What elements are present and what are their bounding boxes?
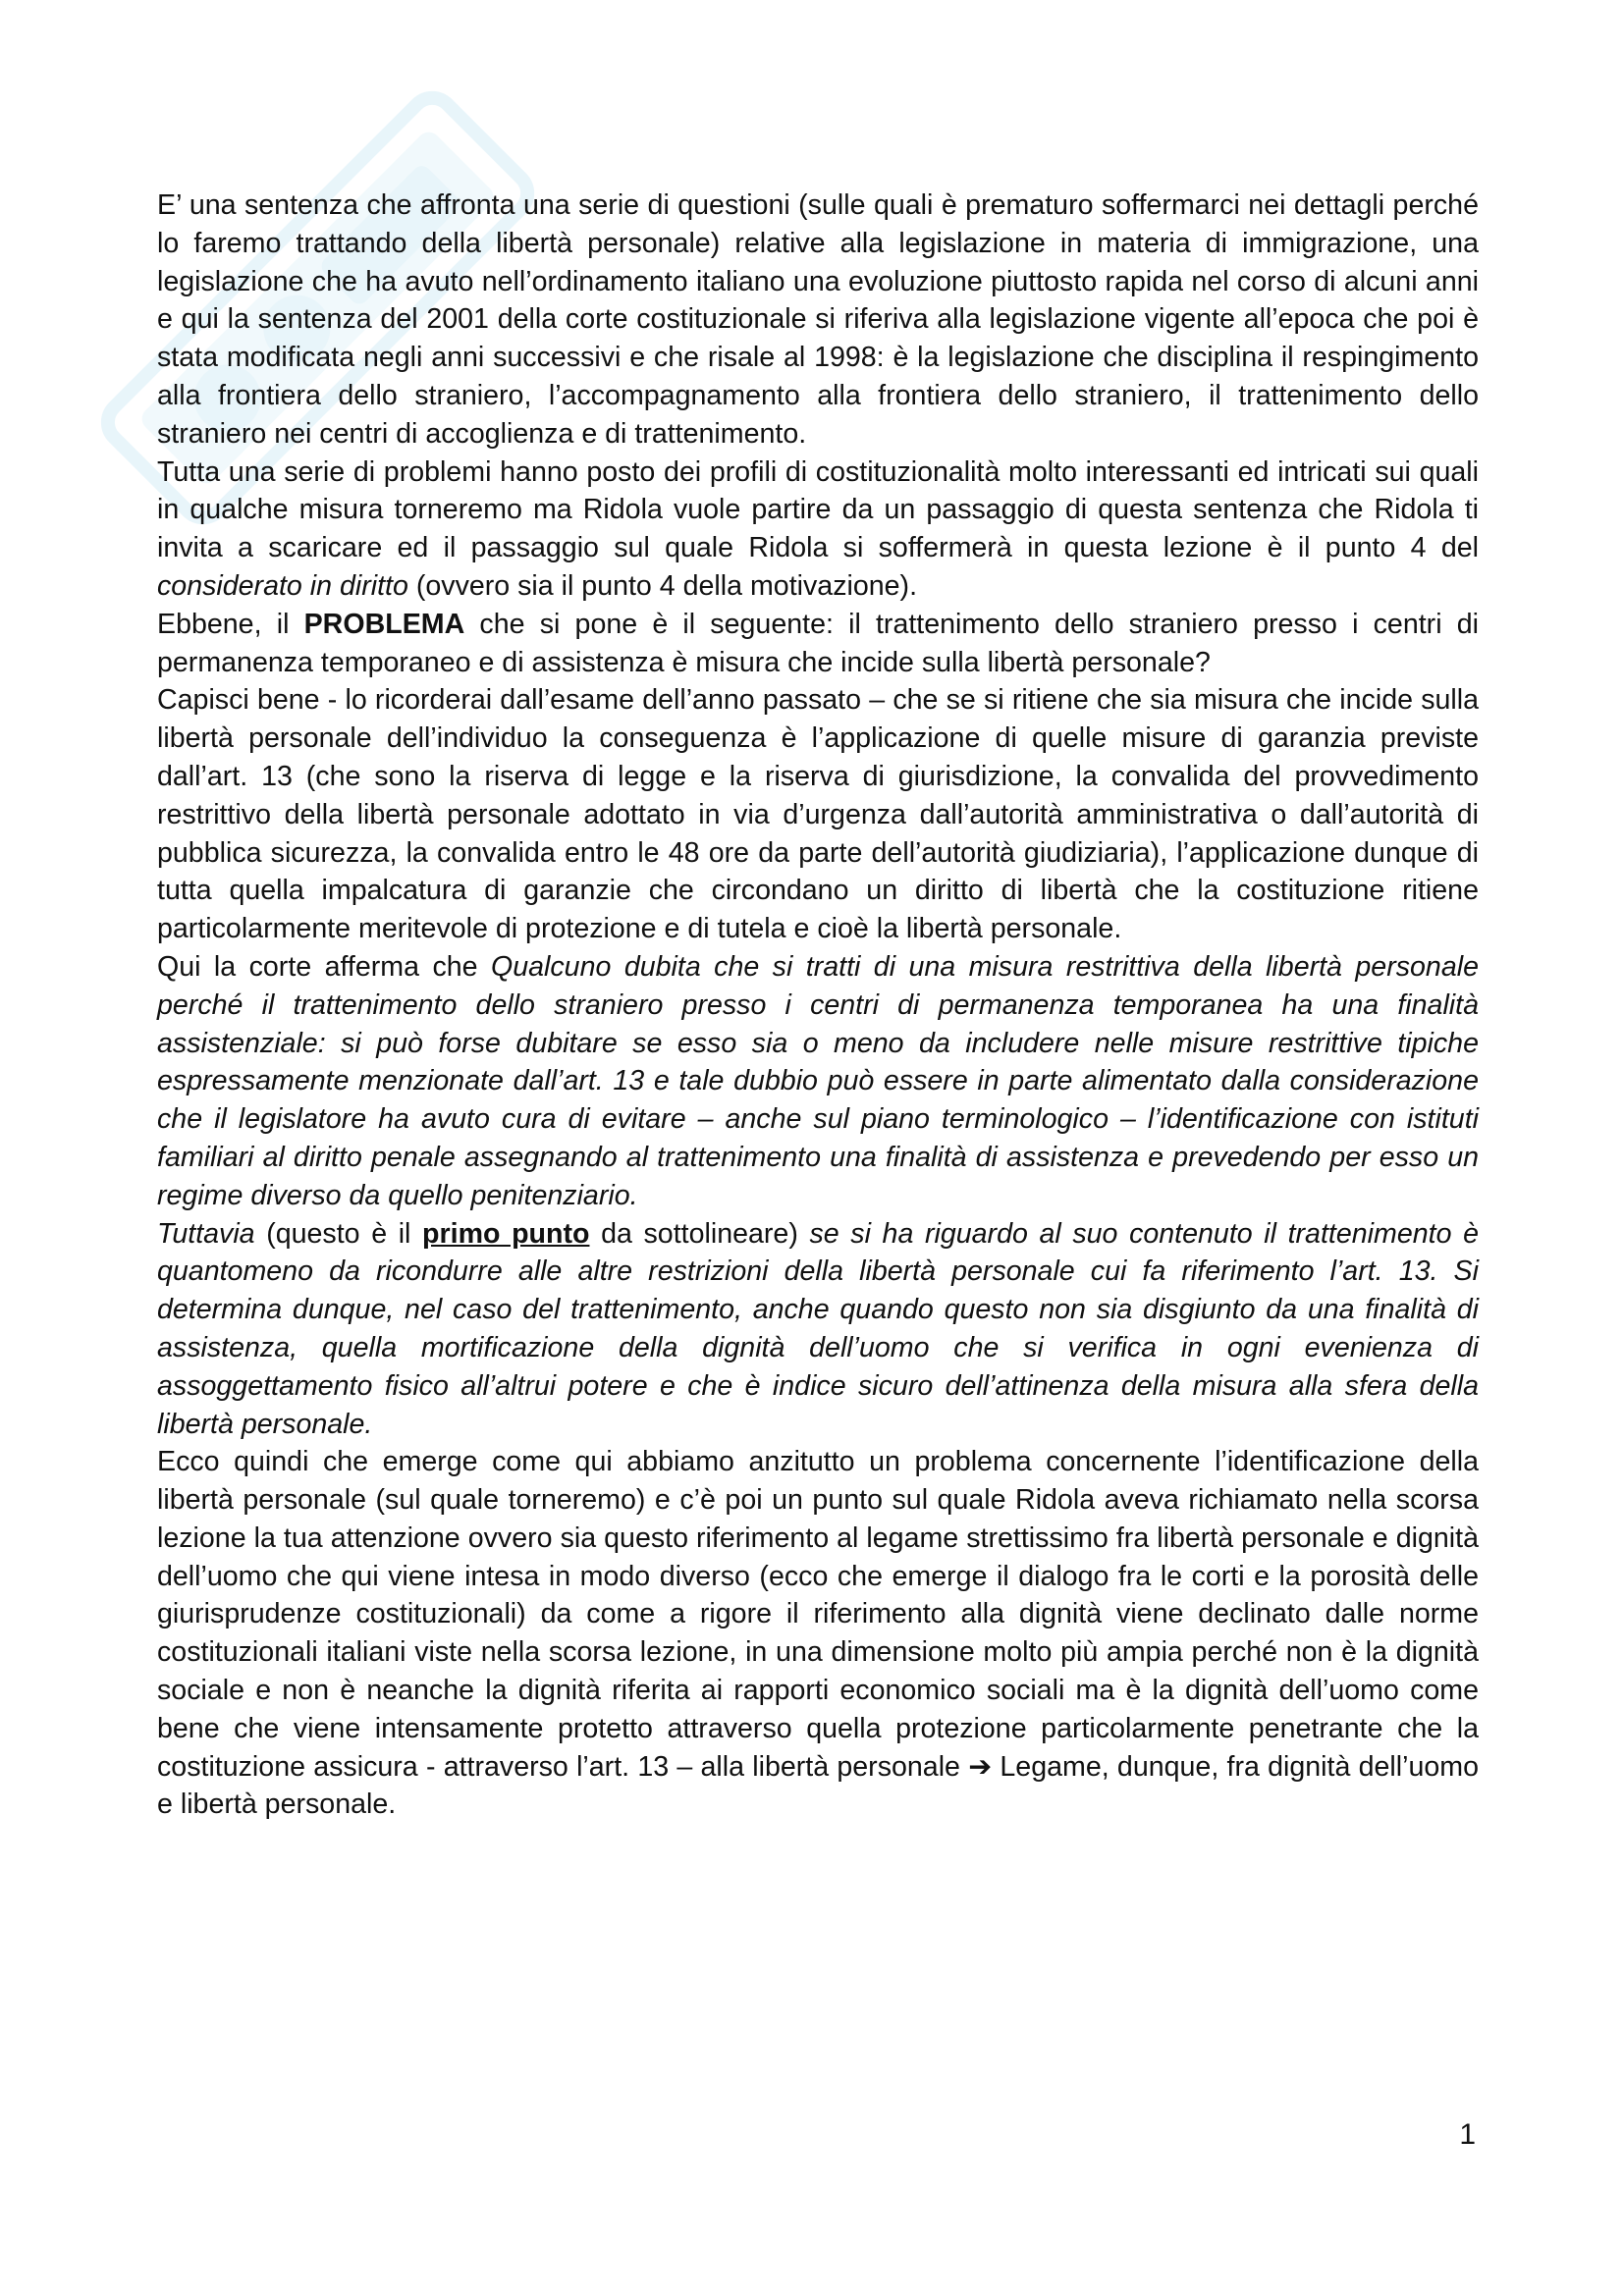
paragraph-3-text-a: Ebbene, il bbox=[157, 608, 304, 640]
paragraph-6-text-b: da sottolineare) bbox=[589, 1217, 810, 1250]
paragraph-2-text-b: (ovvero sia il punto 4 della motivazione). bbox=[407, 569, 918, 602]
page-number: 1 bbox=[1459, 2118, 1476, 2151]
paragraph-7-text-a: Ecco quindi che emerge come qui abbiamo anzitutto un problema concernente l’identificazione della libertà personale (sul quale torneremo) e c’è poi un punto sul quale Ridola aveva richiamato nella scorsa lezione la tua attenzione ovvero sia questo riferimento al legame strettissimo fra libertà personale e dignità dell’uomo che qui viene intesa in modo diverso (ecco che emerge il dialogo fra le corti e la porosità delle giurisprudenze costituzionali) da come a rigore il riferimento alla dignità viene declinato dalle norme costituzionali italiani viste nella scorsa lezione, in una dimensione molto più ampia perché non è la dignità sociale e non è neanche la dignità riferita ai rapporti economico sociali ma è la dignità dell’uomo come bene che viene intensamente protetto attraverso quella protezione particolarmente penetrante che la costituzione assicura - attraverso l’art. 13 – alla libertà personale bbox=[157, 1446, 1479, 1783]
paragraph-1: E’ una sentenza che affronta una serie di questioni (sulle quali è prematuro soffermarci nei dettagli perché lo faremo trattando della libertà personale) relative alla legislazione in materia di immigrazione, una legislazione che ha avuto nell’ordinamento italiano una evoluzione piuttosto rapida nel corso di alcuni anni e qui la sentenza del 2001 della corte costituzionale si riferiva alla legislazione vigente all’epoca che poi è stata modificata negli anni successivi e che risale al 1998: è la legislazione che disciplina il respingimento alla frontiera dello straniero, l’accompagnamento alla frontiera dello straniero, il trattenimento dello straniero nei centri di accoglienza e di trattenimento. bbox=[157, 189, 1479, 450]
paragraph-6-text-a: (questo è il bbox=[254, 1217, 423, 1250]
paragraph-5-text-a: Qui la corte afferma che bbox=[157, 950, 491, 983]
paragraph-6-quote: se si ha riguardo al suo contenuto il trattenimento è quantomeno da ricondurre alle altre restrizioni della libertà personale cui fa riferimento l’art. 13. Si determina dunque, nel caso del trattenimento, anche quando questo non sia disgiunto da una finalità di assistenza, quella mortificazione della dignità dell’uomo che si verifica in ogni evenienza di assoggettamento fisico all’altrui potere e che è indice sicuro dell’attinenza della misura alla sfera della libertà personale. bbox=[157, 1217, 1479, 1440]
document-body bbox=[157, 187, 1479, 1824]
arrow-right-icon: ➔ bbox=[968, 1750, 993, 1783]
paragraph-5 bbox=[157, 948, 1479, 1215]
paragraph-7-text-b: Legame, dunque, fra dignità dell’uomo e libertà personale. bbox=[157, 1750, 1480, 1821]
primo-punto-underline: primo punto bbox=[422, 1217, 590, 1250]
paragraph-2-text-a: Tutta una serie di problemi hanno posto dei profili di costituzionalità molto interessanti ed intricati sui quali in qualche misura torneremo ma Ridola vuole partire da un passaggio di questa sentenza che Ridola ti invita a scaricare ed il passaggio sul quale Ridola si soffermerà in questa lezione è il punto 4 del bbox=[157, 455, 1479, 564]
paragraph-3 bbox=[157, 606, 1479, 682]
problema-keyword: PROBLEMA bbox=[303, 608, 465, 640]
paragraph-2 bbox=[157, 454, 1479, 606]
paragraph-6 bbox=[157, 1215, 1479, 1444]
paragraph-7 bbox=[157, 1443, 1479, 1824]
paragraph-2-italic: considerato in diritto bbox=[157, 569, 408, 602]
paragraph-4: Capisci bene - lo ricorderai dall’esame dell’anno passato – che se si ritiene che sia misura che incide sulla libertà personale dell’individuo la conseguenza è l’applicazione di quelle misure di garanzia previste dall’art. 13 (che sono la riserva di legge e la riserva di giurisdizione, la convalida del provvedimento restrittivo della libertà personale adottato in via d’urgenza dall’autorità amministrativa o dall’autorità di pubblica sicurezza, la convalida entro le 48 ore da parte dell’autorità giudiziaria), l’applicazione dunque di tutta quella impalcatura di garanzie che circondano un diritto di libertà che la costituzione ritiene particolarmente meritevole di protezione e di tutela e cioè la libertà personale. bbox=[157, 684, 1479, 945]
paragraph-6-italic-a: Tuttavia bbox=[157, 1217, 255, 1250]
paragraph-5-quote: Qualcuno dubita che si tratti di una misura restrittiva della libertà personale perché il trattenimento dello straniero presso i centri di permanenza temporanea ha una finalità assistenziale: si può forse dubitare se esso sia o meno da includere nelle misure restrittive tipiche espressamente menzionate dall’art. 13 e tale dubbio può essere in parte alimentato dalla considerazione che il legislatore ha avuto cura di evitare – anche sul piano terminologico – l’identificazione con istituti familiari al diritto penale assegnando al trattenimento una finalità di assistenza e prevedendo per esso un regime diverso da quello penitenziario. bbox=[157, 950, 1479, 1211]
primo-punto-keyword bbox=[422, 1218, 589, 1250]
paragraph-3-text-b: che si pone è il seguente: il trattenimento dello straniero presso i centri di permanenza temporaneo e di assistenza è misura che incide sulla libertà personale? bbox=[157, 608, 1479, 678]
